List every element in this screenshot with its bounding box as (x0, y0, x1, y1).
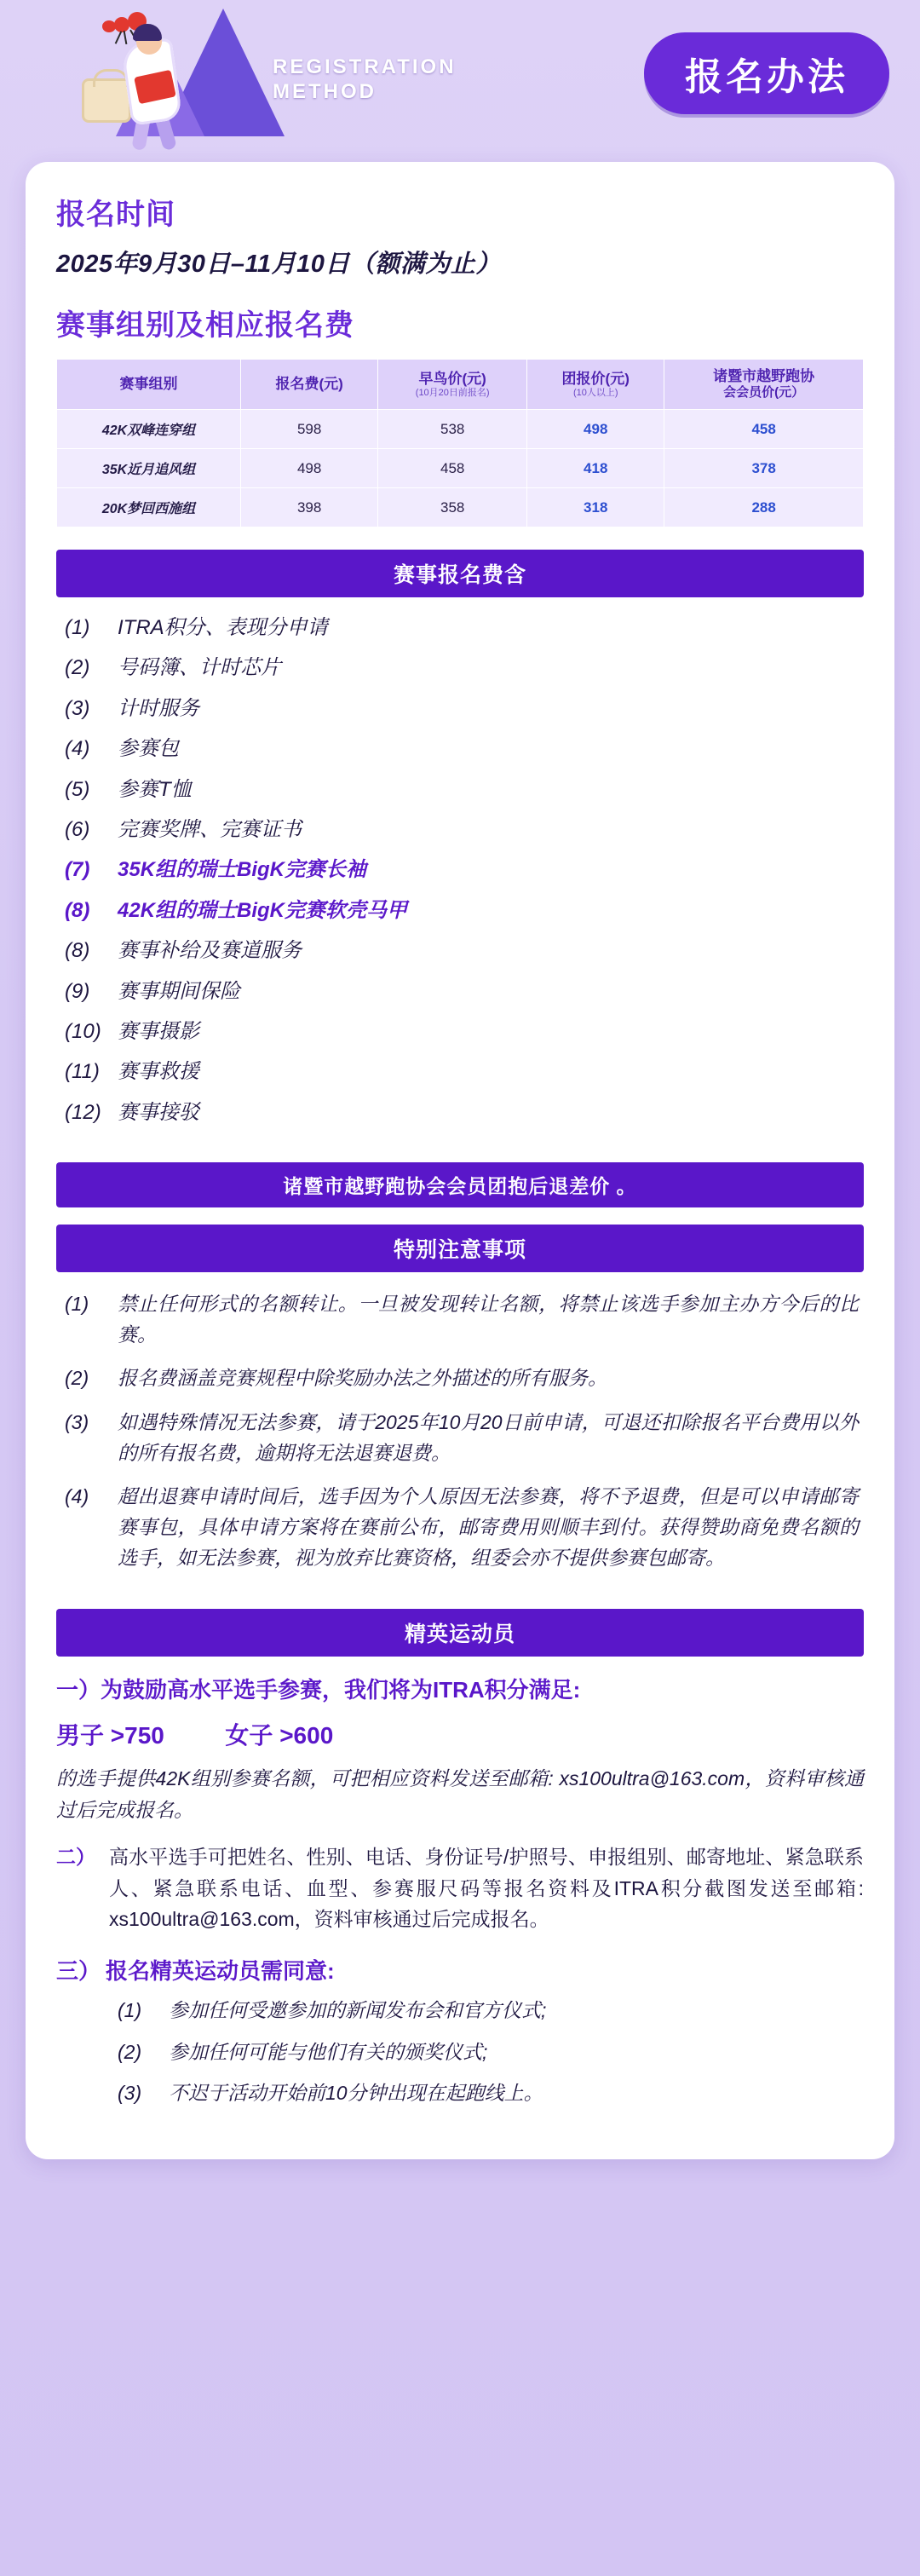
backpack-icon (82, 78, 131, 123)
list-item: (3) 不迟于活动开始前10分钟出现在起跑线上。 (118, 2082, 543, 2105)
list-item: (2) 参加任何可能与他们有关的颁奖仪式; (118, 2040, 488, 2063)
row-group-name: 42K双峰连穿组 (57, 410, 241, 449)
fee-col-early: 早鸟价(元) (10月20日前报名) (378, 360, 527, 410)
list-item: (11) 赛事救援 (65, 1060, 199, 1084)
fee-col-team: 团报价(元) (10人以上) (527, 360, 664, 410)
runner-illustration-icon (34, 0, 264, 152)
fee-col-group: 赛事组别 (57, 360, 241, 410)
list-item: (3) 计时服务 (65, 696, 199, 720)
header-en-line2: METHOD (273, 80, 377, 104)
list-item: (1) 参加任何受邀参加的新闻发布会和官方仪式; (118, 1999, 547, 2022)
groups-fee-heading: 赛事组别及相应报名费 (56, 309, 354, 342)
header-english-title (273, 55, 457, 105)
fee-table (56, 359, 864, 527)
row-group-price: 498 (527, 410, 664, 449)
content-card (26, 162, 894, 2159)
row-fee: 398 (241, 488, 378, 527)
includes-section-bar: 赛事报名费含 (56, 550, 864, 597)
fee-col-fee: 报名费(元) (241, 360, 378, 410)
fee-table-header-row (57, 360, 864, 410)
page-title: 报名办法 (644, 32, 889, 114)
row-fee: 598 (241, 410, 378, 449)
header-en-line1: REGISTRATION (273, 55, 457, 78)
elite-item3-heading: 三） 报名精英运动员需同意: (56, 1958, 335, 1985)
list-item: (12) 赛事接驳 (65, 1100, 199, 1124)
elite-itra-thresholds (56, 1717, 864, 1751)
row-member-price: 378 (664, 449, 864, 488)
poster-header (0, 0, 920, 162)
row-group-price: 418 (527, 449, 664, 488)
list-item: (1) ITRA积分、表现分申请 (65, 616, 328, 639)
list-item: (2) 报名费涵盖竞赛规程中除奖励办法之外描述的所有服务。 (65, 1367, 607, 1390)
fee-col-member: 诸暨市越野跑协 会会员价(元） (664, 360, 864, 410)
elite-item1-heading: 一）为鼓励高水平选手参赛，我们将为ITRA积分满足: (56, 1677, 581, 1703)
row-early: 458 (378, 449, 527, 488)
row-group-name: 35K近月追风组 (57, 449, 241, 488)
member-refund-bar: 诸暨市越野跑协会会员团抱后退差价 。 (56, 1162, 864, 1207)
elite-item1-tail: 的选手提供42K组别参赛名额，可把相应资料发送至邮箱: xs100ultra@163.com，资料审核通过后完成报名。 (56, 1767, 864, 1821)
row-member-price: 288 (664, 488, 864, 527)
elite-section-bar: 精英运动员 (56, 1609, 864, 1657)
list-item: (4) 参赛包 (65, 737, 179, 761)
includes-list (56, 614, 864, 1127)
notice-section-bar: 特别注意事项 (56, 1225, 864, 1272)
row-group-name: 20K梦回西施组 (57, 488, 241, 527)
male-threshold: 男子 >750 (56, 1722, 164, 1749)
row-member-price: 458 (664, 410, 864, 449)
table-row (57, 488, 864, 527)
notice-list (56, 1289, 864, 1573)
list-item: (6) 完赛奖牌、完赛证书 (65, 817, 302, 841)
row-group-price: 318 (527, 488, 664, 527)
list-item: (4) 超出退赛申请时间后，选手因为个人原因无法参赛，将不予退费，但是可以申请邮寄赛事包，具体申请方案将在赛前公布，邮寄费用则顺丰到付。获得赞助商免费名额的选手，如无法参赛，视为放弃比赛资格，组委会亦不提供参赛包邮寄。 (65, 1485, 859, 1569)
table-row (57, 410, 864, 449)
elite-agreements-list (56, 1996, 864, 2108)
list-item: (1) 禁止任何形式的名额转让。一旦被发现转让名额，将禁止该选手参加主办方今后的比赛。 (65, 1293, 859, 1346)
list-item: (10) 赛事摄影 (65, 1019, 199, 1043)
list-item: (8) 42K组的瑞士BigK完赛软壳马甲 (65, 898, 408, 922)
list-item: (9) 赛事期间保险 (65, 979, 240, 1003)
list-item: (7) 35K组的瑞士BigK完赛长袖 (65, 858, 367, 882)
list-item: (2) 号码簿、计时芯片 (65, 656, 281, 680)
row-fee: 498 (241, 449, 378, 488)
list-item: (5) 参赛T恤 (65, 777, 192, 801)
registration-time-heading: 报名时间 (56, 199, 175, 231)
row-early: 358 (378, 488, 527, 527)
row-early: 538 (378, 410, 527, 449)
elite-item2: 二） 高水平选手可把姓名、性别、电话、身份证号/护照号、申报组别、邮寄地址、紧急联系人、紧急联系电话、血型、参赛服尺码等报名资料及ITRA积分截图发送至邮箱: xs100ultra@163.com，资料审核通过后完成报名。 (56, 1845, 864, 1931)
female-threshold: 女子 >600 (225, 1722, 334, 1749)
table-row (57, 449, 864, 488)
registration-time-value: 2025年9月30日–11月10日（额满为止） (56, 251, 501, 278)
list-item: (8) 赛事补给及赛道服务 (65, 939, 302, 963)
list-item: (3) 如遇特殊情况无法参赛，请于2025年10月20日前申请，可退还扣除报名平台费用以外的所有报名费，逾期将无法退赛退费。 (65, 1411, 859, 1464)
